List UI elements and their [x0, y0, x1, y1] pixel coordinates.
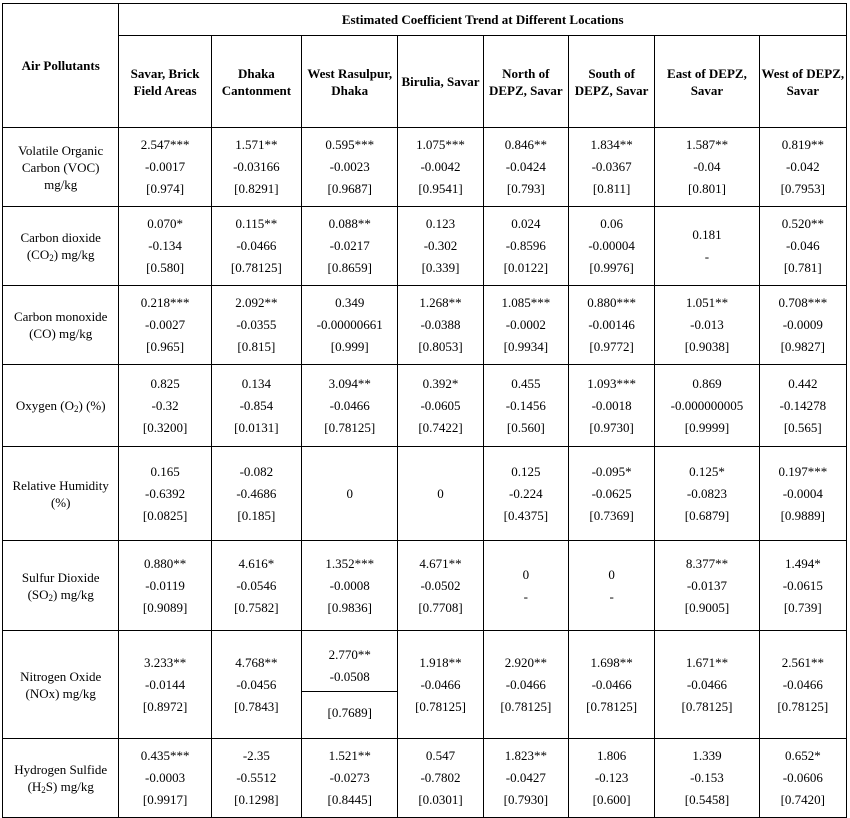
coefficient-cell: 0.06 -0.00004 [0.9976]: [568, 207, 654, 286]
table-row: [3, 286, 847, 365]
coefficient-cell: 0.088** -0.0217 [0.8659]: [302, 207, 398, 286]
coefficient-cell: 0.547 -0.7802 [0.0301]: [398, 739, 483, 818]
coefficient-cell: 1.834** -0.0367 [0.811]: [568, 128, 654, 207]
coefficient-cell: -0.095* -0.0625 [0.7369]: [568, 447, 654, 541]
coefficient-cell: 0.846** -0.0424 [0.793]: [483, 128, 568, 207]
pollutant-label: Oxygen $(O_2)$ (%): [3, 365, 119, 447]
coefficient-cell: 1.075*** -0.0042 [0.9541]: [398, 128, 483, 207]
coefficient-cell: 0.652* -0.0606 [0.7420]: [759, 739, 846, 818]
coefficient-table: [2, 3, 847, 818]
coefficient-cell: 4.768** -0.0456 [0.7843]: [211, 631, 301, 739]
coefficient-cell: 1.051** -0.013 [0.9038]: [655, 286, 759, 365]
coefficient-cell: 0.125 -0.224 [0.4375]: [483, 447, 568, 541]
coefficient-cell: 0.880** -0.0119 [0.9089]: [119, 541, 211, 631]
coefficient-cell: 0.134 -0.854 [0.0131]: [211, 365, 301, 447]
pollutant-label: Relative Humidity (%): [3, 447, 119, 541]
coefficient-cell: 0.520** -0.046 [0.781]: [759, 207, 846, 286]
coefficient-cell: 0.349 -0.00000661 [0.999]: [302, 286, 398, 365]
coefficient-cell: 1.085*** -0.0002 [0.9934]: [483, 286, 568, 365]
coefficient-cell: 1.268** -0.0388 [0.8053]: [398, 286, 483, 365]
table-row: [3, 447, 847, 541]
coefficient-cell: 2.547*** -0.0017 [0.974]: [119, 128, 211, 207]
coefficient-cell: 0.070* -0.134 [0.580]: [119, 207, 211, 286]
coefficient-cell: 1.352*** -0.0008 [0.9836]: [302, 541, 398, 631]
coefficient-cell: 0.165 -0.6392 [0.0825]: [119, 447, 211, 541]
coefficient-cell: 0.455 -0.1456 [0.560]: [483, 365, 568, 447]
table-row: [3, 541, 847, 631]
pollutant-label: Hydrogen Sulfide $(H_2S)$ mg/kg: [3, 739, 119, 818]
header-location: West of DEPZ, Savar: [759, 36, 846, 128]
coefficient-cell: 2.770** -0.0508 [0.7689]: [302, 631, 398, 739]
coefficient-cell: 0: [302, 447, 398, 541]
coefficient-cell: 1.571** -0.03166 [0.8291]: [211, 128, 301, 207]
header-location: Birulia, Savar: [398, 36, 483, 128]
coefficient-cell: 0.024 -0.8596 [0.0122]: [483, 207, 568, 286]
coefficient-cell: 4.671** -0.0502 [0.7708]: [398, 541, 483, 631]
coefficient-cell: 0.880*** -0.00146 [0.9772]: [568, 286, 654, 365]
coefficient-cell: 0.181 -: [655, 207, 759, 286]
coefficient-cell: 2.920** -0.0466 [0.78125]: [483, 631, 568, 739]
header-location: East of DEPZ, Savar: [655, 36, 759, 128]
header-location: Dhaka Cantonment: [211, 36, 301, 128]
coefficient-cell: 0.442 -0.14278 [0.565]: [759, 365, 846, 447]
header-location: North of DEPZ, Savar: [483, 36, 568, 128]
pollutant-label: Nitrogen Oxide (NOx) mg/kg: [3, 631, 119, 739]
pollutant-label: Carbon monoxide (CO) mg/kg: [3, 286, 119, 365]
coefficient-cell: 0.708*** -0.0009 [0.9827]: [759, 286, 846, 365]
coefficient-cell: 0.869 -0.000000005 [0.9999]: [655, 365, 759, 447]
coefficient-cell: 1.587** -0.04 [0.801]: [655, 128, 759, 207]
coefficient-cell: 1.698** -0.0466 [0.78125]: [568, 631, 654, 739]
header-air-pollutants: Air Pollutants: [3, 4, 119, 128]
table-row: [3, 128, 847, 207]
coefficient-cell: 3.094** -0.0466 [0.78125]: [302, 365, 398, 447]
coefficient-cell: 8.377** -0.0137 [0.9005]: [655, 541, 759, 631]
coefficient-cell: 0 -: [483, 541, 568, 631]
coefficient-cell: 1.339 -0.153 [0.5458]: [655, 739, 759, 818]
header-location: South of DEPZ, Savar: [568, 36, 654, 128]
table-row: [3, 207, 847, 286]
coefficient-cell: 1.806 -0.123 [0.600]: [568, 739, 654, 818]
coefficient-cell: 1.093*** -0.0018 [0.9730]: [568, 365, 654, 447]
coefficient-cell: 0.125* -0.0823 [0.6879]: [655, 447, 759, 541]
coefficient-cell: 0.197*** -0.0004 [0.9889]: [759, 447, 846, 541]
table-row: [3, 365, 847, 447]
coefficient-cell: 0.218*** -0.0027 [0.965]: [119, 286, 211, 365]
coefficient-cell: 0.123 -0.302 [0.339]: [398, 207, 483, 286]
coefficient-cell: 1.918** -0.0466 [0.78125]: [398, 631, 483, 739]
coefficient-cell: 0.825 -0.32 [0.3200]: [119, 365, 211, 447]
pollutant-label: Carbon dioxide $(CO_2)$ mg/kg: [3, 207, 119, 286]
header-location: Savar, Brick Field Areas: [119, 36, 211, 128]
coefficient-cell: 1.671** -0.0466 [0.78125]: [655, 631, 759, 739]
coefficient-cell: 0 -: [568, 541, 654, 631]
coefficient-cell: 4.616* -0.0546 [0.7582]: [211, 541, 301, 631]
coefficient-cell: 0.115** -0.0466 [0.78125]: [211, 207, 301, 286]
coefficient-cell: 0.595*** -0.0023 [0.9687]: [302, 128, 398, 207]
coefficient-cell: 2.092** -0.0355 [0.815]: [211, 286, 301, 365]
coefficient-cell: 1.494* -0.0615 [0.739]: [759, 541, 846, 631]
header-location: West Rasulpur, Dhaka: [302, 36, 398, 128]
pollutant-label: Volatile Organic Carbon (VOC) mg/kg: [3, 128, 119, 207]
coefficient-cell: 0: [398, 447, 483, 541]
coefficient-cell: 0.435*** -0.0003 [0.9917]: [119, 739, 211, 818]
coefficient-cell: 0.819** -0.042 [0.7953]: [759, 128, 846, 207]
table-row: [3, 739, 847, 818]
coefficient-cell: 0.392* -0.0605 [0.7422]: [398, 365, 483, 447]
table-row: [3, 631, 847, 739]
header-group-title: Estimated Coefficient Trend at Different Locations: [119, 4, 847, 36]
coefficient-cell: -2.35 -0.5512 [0.1298]: [211, 739, 301, 818]
coefficient-cell: 2.561** -0.0466 [0.78125]: [759, 631, 846, 739]
coefficient-cell: 1.823** -0.0427 [0.7930]: [483, 739, 568, 818]
coefficient-cell: 3.233** -0.0144 [0.8972]: [119, 631, 211, 739]
coefficient-cell: -0.082 -0.4686 [0.185]: [211, 447, 301, 541]
coefficient-cell: 1.521** -0.0273 [0.8445]: [302, 739, 398, 818]
pollutant-label: Sulfur Dioxide $(SO_2)$ mg/kg: [3, 541, 119, 631]
